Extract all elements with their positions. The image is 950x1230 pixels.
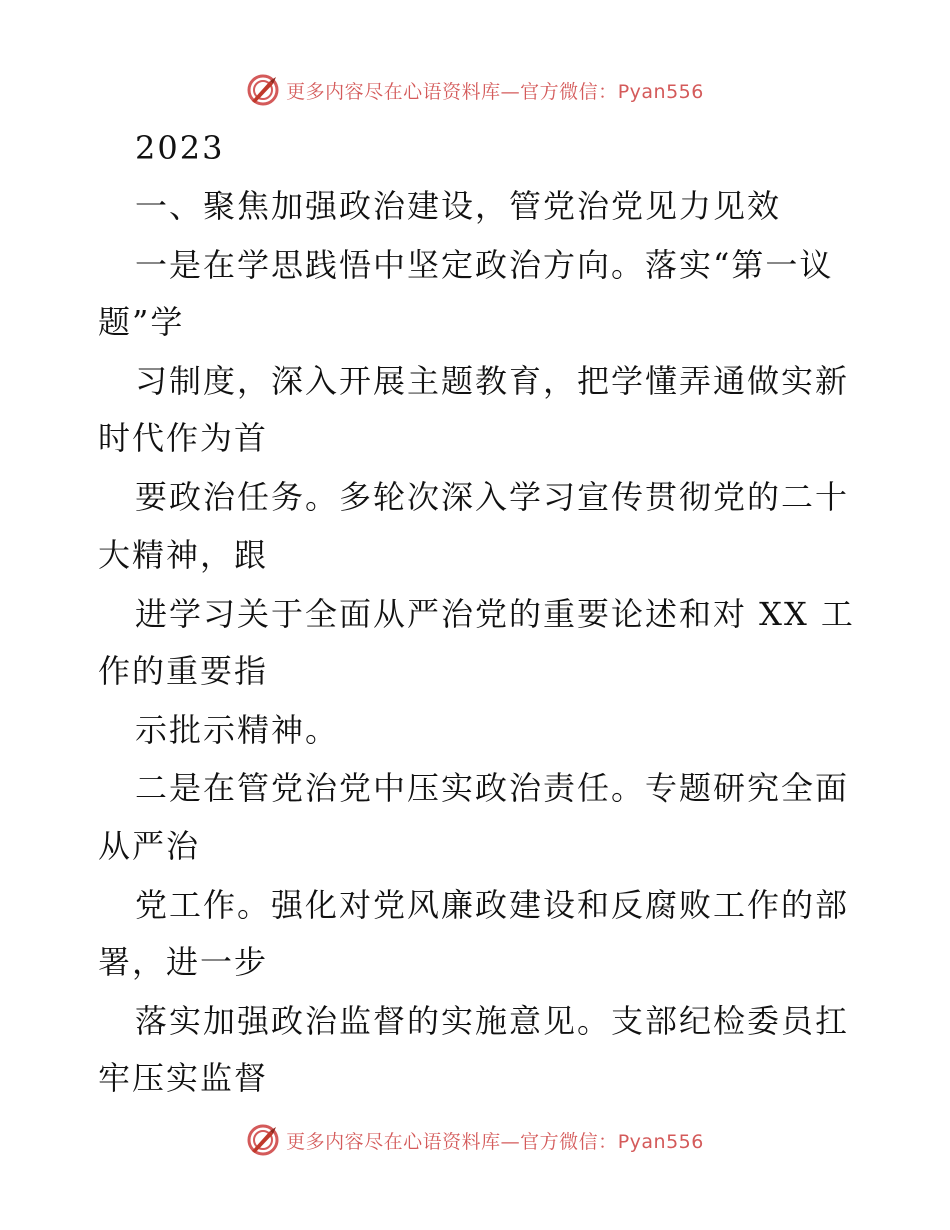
watermark-wechat-label: 官方微信：	[520, 1130, 618, 1153]
paragraph-line: 要政治任务。多轮次深入学习宣传贯彻党的二十	[135, 478, 850, 516]
paragraph-line: 落实加强政治监督的实施意见。支部纪检委员扛	[135, 1002, 850, 1040]
paragraph-line: 习制度，深入开展主题教育，把学懂弄通做实新	[135, 362, 850, 400]
watermark-text	[286, 77, 704, 104]
watermark-dash: —	[500, 80, 521, 103]
header-watermark	[0, 70, 950, 110]
watermark-wechat-id: Pyan556	[617, 80, 704, 103]
paragraph-line: 示批示精神。	[135, 711, 340, 749]
watermark-dash: —	[500, 1130, 521, 1153]
footer-watermark	[0, 1120, 950, 1160]
paragraph-line: 时代作为首	[98, 419, 269, 457]
paragraph-line: 一是在学思践悟中坚定政治方向。落实“第一议	[135, 246, 834, 284]
paragraph-line: 牢压实监督	[98, 1059, 269, 1097]
watermark-wechat-label: 官方微信：	[520, 80, 618, 103]
watermark-brand: 更多内容尽在心语资料库	[286, 1130, 501, 1153]
paragraph-line: 作的重要指	[98, 652, 269, 690]
section-heading: 一、聚焦加强政治建设，管党治党见力见效	[135, 187, 782, 225]
document-year: 2023	[135, 129, 225, 167]
watermark-wechat-id: Pyan556	[617, 1130, 704, 1153]
watermark-text	[286, 1127, 704, 1154]
paragraph-line: 署，进一步	[98, 943, 269, 981]
quill-logo-icon	[246, 73, 280, 107]
paragraph-line: 进学习关于全面从严治党的重要论述和对 XX 工	[135, 595, 855, 633]
paragraph-line: 从严治	[98, 827, 201, 865]
watermark-brand: 更多内容尽在心语资料库	[286, 80, 501, 103]
paragraph-line: 题”学	[98, 303, 185, 341]
paragraph-line: 党工作。强化对党风廉政建设和反腐败工作的部	[135, 886, 850, 924]
quill-logo-icon	[246, 1123, 280, 1157]
paragraph-line: 二是在管党治党中压实政治责任。专题研究全面	[135, 769, 850, 807]
paragraph-line: 大精神，跟	[98, 536, 269, 574]
